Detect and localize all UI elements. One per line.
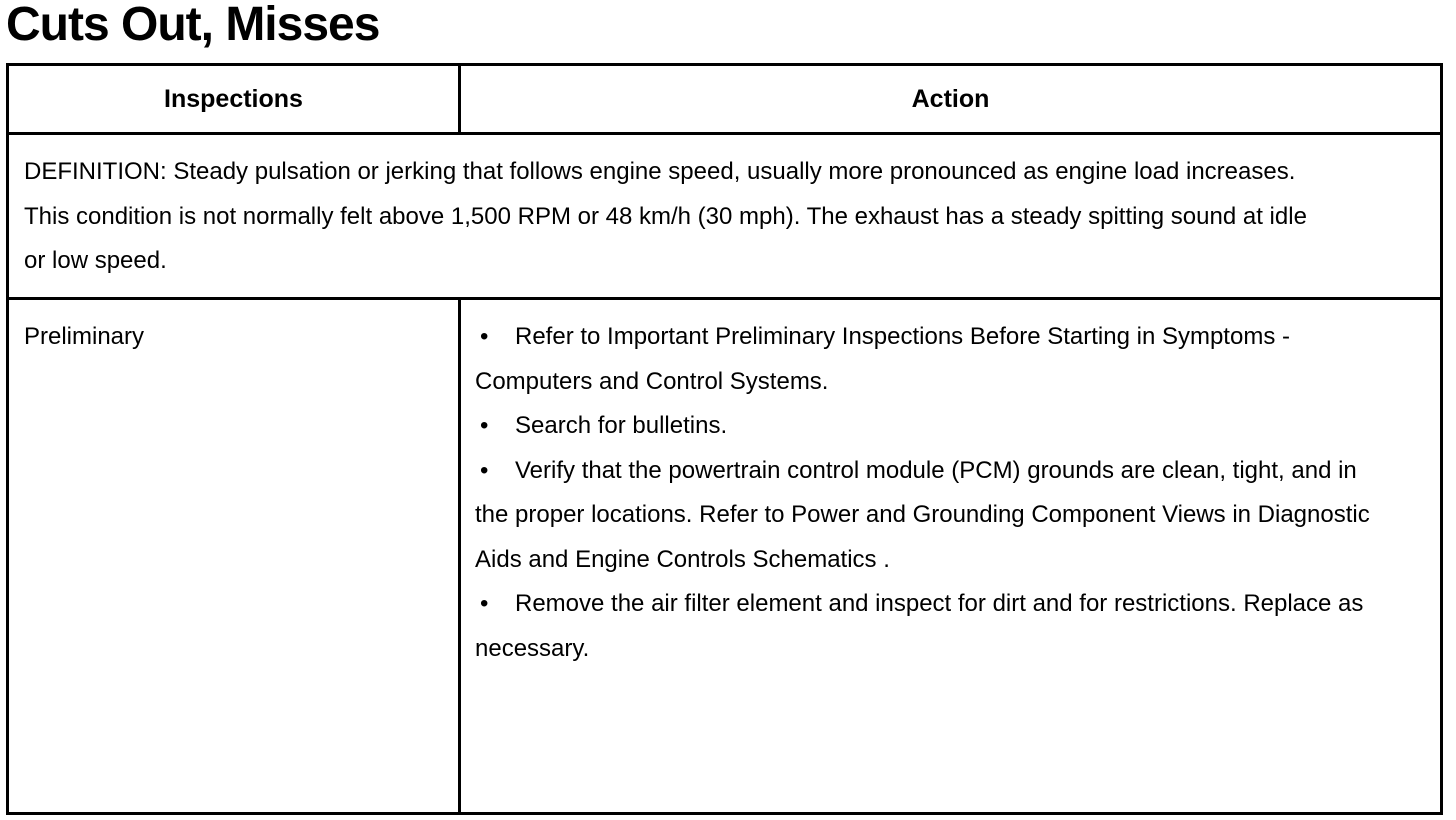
action-item [475,315,1375,404]
action-list [475,315,1375,671]
table-header-row [9,66,1440,135]
bullet-icon: • [480,323,489,350]
action-item [475,404,1375,449]
definition-text: DEFINITION: Steady pulsation or jerking that follows engine speed, usually more pronounced as engine load increases. This condition is not normally felt above 1,500 RPM or 48 km/h (30 mph). The exhaust has a steady spitting sound at idle or low speed. [24,158,1307,274]
table-row [9,300,1440,812]
page-title: Cuts Out, Misses [6,0,380,51]
action-item [475,582,1375,671]
bullet-icon: • [480,456,489,484]
definition-row [9,135,1440,300]
header-action: Action [911,84,990,113]
column-divider [458,300,461,812]
diagnostic-table [6,63,1443,815]
action-text: Verify that the powertrain control module (PCM) grounds are clean, tight, and in the proper locations. Refer to Power and Grounding Component Views in Diagnostic Aids and Engine Controls Schematics . [475,456,1370,573]
inspection-preliminary: Preliminary [24,323,145,350]
bullet-icon: • [480,412,489,439]
bullet-icon: • [480,590,489,617]
action-text: Search for bulletins. [515,412,728,439]
action-item [475,449,1375,583]
header-inspections: Inspections [164,84,303,113]
action-text: Remove the air filter element and inspect for dirt and for restrictions. Replace as necessary. [475,590,1364,662]
action-text: Refer to Important Preliminary Inspections Before Starting in Symptoms - Computers and Control Systems. [475,323,1290,395]
